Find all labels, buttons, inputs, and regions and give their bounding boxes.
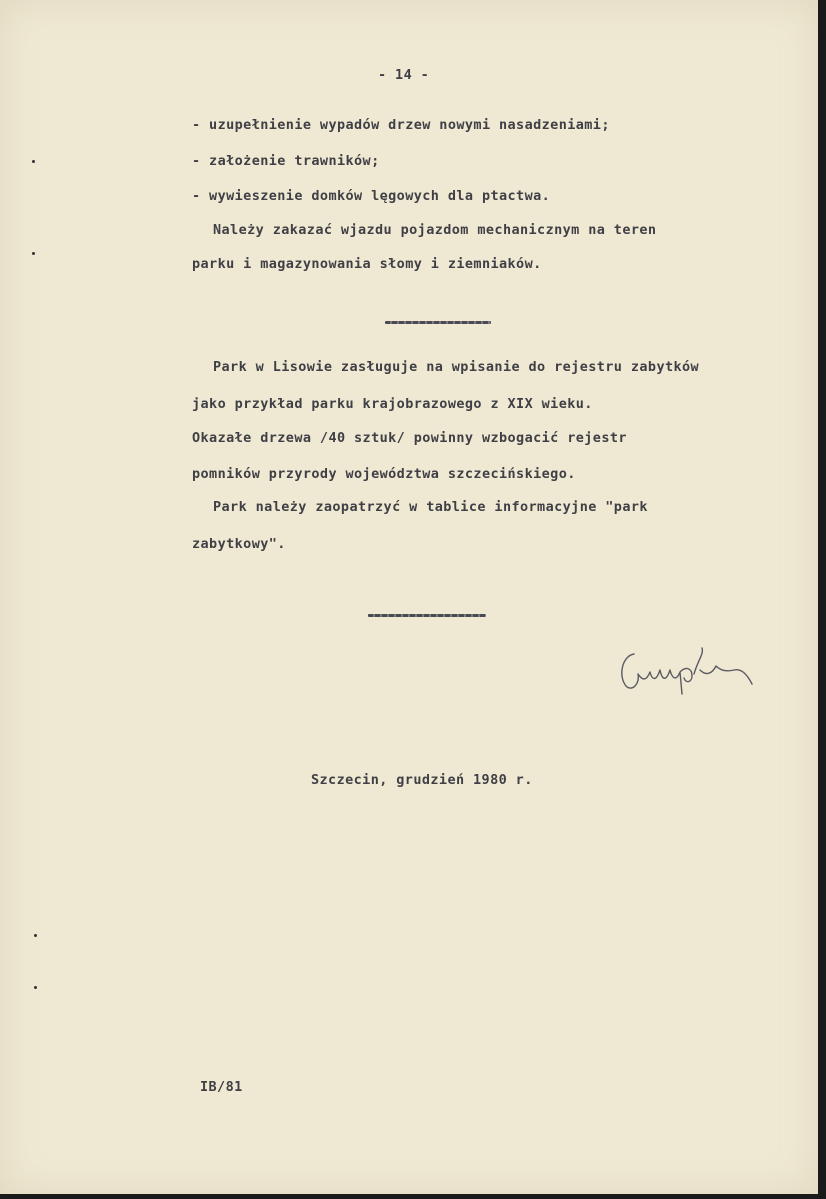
list-item: - założenie trawników; — [192, 153, 380, 169]
handwritten-signature — [612, 636, 762, 706]
paragraph-line: zabytkowy". — [192, 536, 286, 552]
margin-mark — [34, 934, 37, 937]
paragraph-line: parku i magazynowania słomy i ziemniaków. — [192, 256, 542, 272]
reference-code: IB/81 — [200, 1079, 243, 1095]
paragraph-line: Park należy zaopatrzyć w tablice informacyjne "park — [213, 499, 648, 515]
page-number: - 14 - — [378, 67, 430, 83]
list-item: - uzupełnienie wypadów drzew nowymi nasadzeniami; — [192, 117, 610, 133]
margin-mark — [32, 160, 35, 163]
section-divider — [368, 614, 486, 617]
paragraph-line: Okazałe drzewa /40 sztuk/ powinny wzbogacić rejestr — [192, 430, 627, 446]
margin-mark — [32, 252, 35, 255]
margin-mark — [34, 986, 37, 989]
paragraph-line: pomników przyrody województwa szczecińskiego. — [192, 466, 576, 482]
paragraph-line: jako przykład parku krajobrazowego z XIX wieku. — [192, 396, 593, 412]
place-date: Szczecin, grudzień 1980 r. — [311, 772, 533, 788]
paragraph-line: Należy zakazać wjazdu pojazdom mechanicznym na teren — [213, 222, 657, 238]
list-item: - wywieszenie domków lęgowych dla ptactwa. — [192, 188, 551, 204]
section-divider — [385, 321, 491, 324]
paragraph-line: Park w Lisowie zasługuje na wpisanie do rejestru zabytków — [213, 359, 700, 375]
